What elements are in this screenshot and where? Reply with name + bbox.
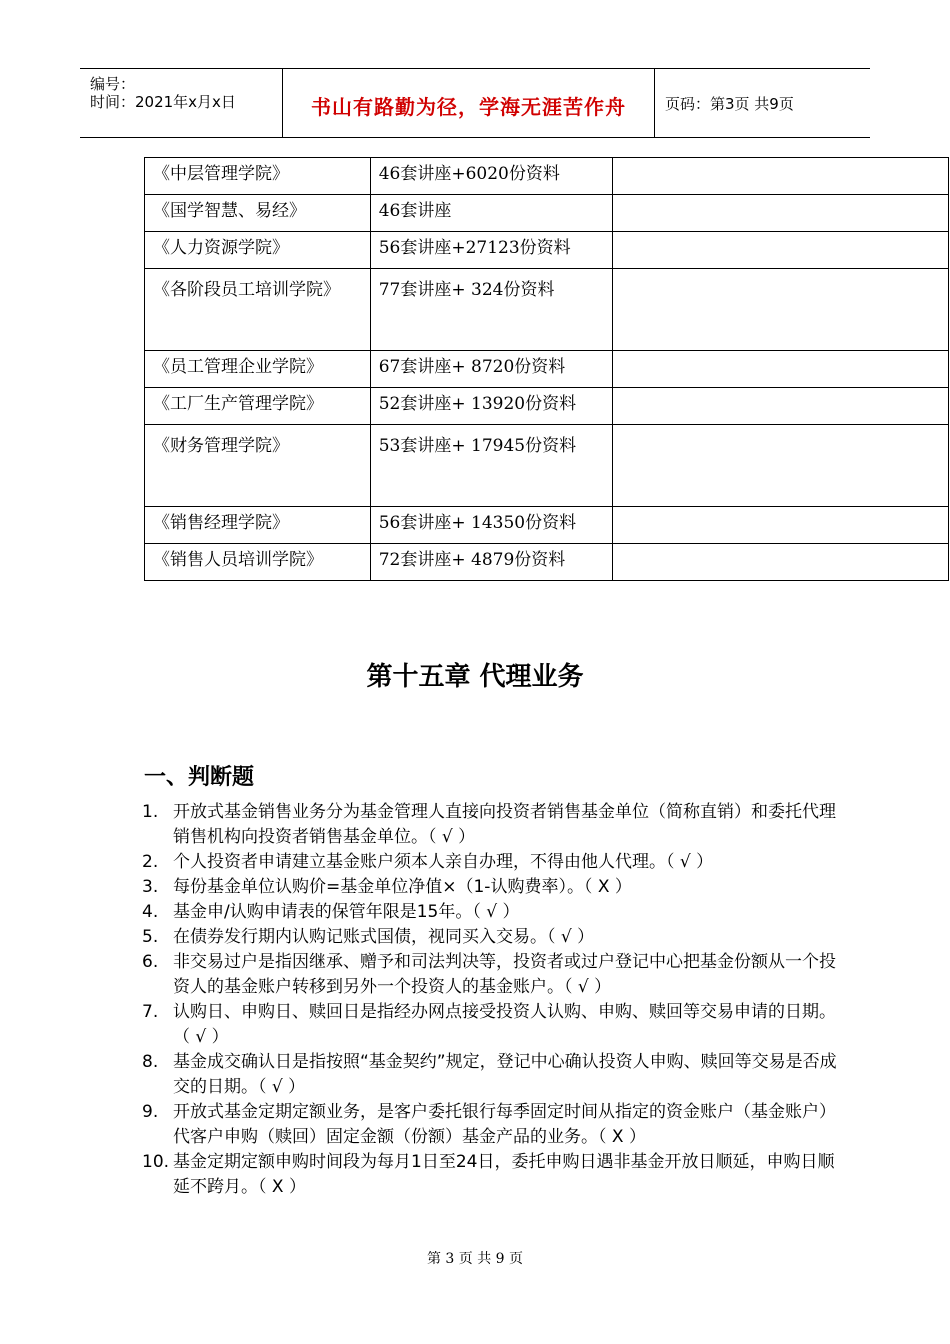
section-title: 一、判断题 — [144, 765, 255, 790]
list-item — [142, 950, 842, 1000]
question-number: 9. — [142, 1102, 159, 1122]
question-number: 8. — [142, 1052, 159, 1072]
table-cell-name: 《财务管理学院》 — [145, 425, 371, 507]
table-cell-content: 67套讲座+ 8720份资料 — [370, 351, 613, 388]
table-row — [145, 507, 949, 544]
table-row — [145, 195, 949, 232]
question-text: 基金成交确认日是指按照“基金契约”规定，登记中心确认投资人申购、赎回等交易是否成交的日期。（ √ ） — [173, 1052, 837, 1097]
table-row — [145, 232, 949, 269]
table-row — [145, 269, 949, 351]
header-page-cell — [655, 69, 870, 137]
question-number: 4. — [142, 902, 159, 922]
question-text: 开放式基金定期定额业务，是客户委托银行每季固定时间从指定的资金账户（基金账户）代客户申购（赎回）固定金额（份额）基金产品的业务。（ X ） — [173, 1102, 836, 1147]
question-text: 每份基金单位认购价=基金单位净值×（1-认购费率）。（ X ） — [173, 877, 632, 897]
question-number: 3. — [142, 877, 159, 897]
list-item — [142, 900, 842, 925]
question-number: 10. — [142, 1152, 170, 1172]
question-number: 5. — [142, 927, 159, 947]
question-text: 基金定期定额申购时间段为每月1日至24日，委托申购日遇非基金开放日顺延，申购日顺延不跨月。（ X ） — [173, 1152, 835, 1197]
table-cell-name: 《销售经理学院》 — [145, 507, 371, 544]
table-cell-note — [613, 544, 949, 581]
header-meta-cell — [80, 69, 283, 137]
date-label: 时间：2021年x月x日 — [90, 93, 236, 111]
table-cell-note — [613, 195, 949, 232]
list-item — [142, 925, 842, 950]
table-cell-content: 46套讲座 — [370, 195, 613, 232]
question-text: 非交易过户是指因继承、赠予和司法判决等，投资者或过户登记中心把基金份额从一个投资人的基金账户转移到另外一个投资人的基金账户。（ √ ） — [173, 952, 836, 997]
question-number: 6. — [142, 952, 159, 972]
page-footer: 第 3 页 共 9 页 — [426, 1251, 524, 1267]
table-row — [145, 544, 949, 581]
list-item — [142, 800, 842, 850]
table-cell-name: 《中层管理学院》 — [145, 158, 371, 195]
question-text: 认购日、申购日、赎回日是指经办网点接受投资人认购、申购、赎回等交易申请的日期。（ √ ） — [173, 1002, 836, 1047]
table-cell-note — [613, 388, 949, 425]
table-row — [145, 351, 949, 388]
table-cell-name: 《员工管理企业学院》 — [145, 351, 371, 388]
question-text: 开放式基金销售业务分为基金管理人直接向投资者销售基金单位（简称直销）和委托代理销售机构向投资者销售基金单位。（ √ ） — [173, 802, 836, 847]
table-cell-note — [613, 351, 949, 388]
table-cell-name: 《国学智慧、易经》 — [145, 195, 371, 232]
motto: 书山有路勤为径，学海无涯苦作舟 — [311, 95, 626, 119]
question-text: 基金申/认购申请表的保管年限是15年。（ √ ） — [173, 902, 520, 922]
list-item — [142, 1100, 842, 1150]
table-cell-note — [613, 158, 949, 195]
table-cell-content: 56套讲座+27123份资料 — [370, 232, 613, 269]
table-cell-name: 《销售人员培训学院》 — [145, 544, 371, 581]
table-cell-content: 56套讲座+ 14350份资料 — [370, 507, 613, 544]
list-item — [142, 1050, 842, 1100]
chapter-title: 第十五章 代理业务 — [366, 662, 584, 692]
question-list — [142, 800, 842, 1200]
table-row — [145, 425, 949, 507]
list-item — [142, 1000, 842, 1050]
table-cell-name: 《人力资源学院》 — [145, 232, 371, 269]
table-row — [145, 158, 949, 195]
list-item — [142, 1150, 842, 1200]
table-cell-note — [613, 269, 949, 351]
table-cell-name: 《各阶段员工培训学院》 — [145, 269, 371, 351]
table-cell-content: 72套讲座+ 4879份资料 — [370, 544, 613, 581]
question-number: 7. — [142, 1002, 159, 1022]
table-cell-note — [613, 425, 949, 507]
code-label: 编号： — [90, 75, 136, 93]
list-item — [142, 850, 842, 875]
table-cell-content: 46套讲座+6020份资料 — [370, 158, 613, 195]
question-number: 1. — [142, 802, 159, 822]
table-cell-content: 53套讲座+ 17945份资料 — [370, 425, 613, 507]
page-info: 页码：第3页 共9页 — [665, 95, 794, 113]
page-header — [80, 68, 870, 138]
table-row — [145, 388, 949, 425]
list-item — [142, 875, 842, 900]
resource-table — [144, 157, 949, 581]
question-text: 个人投资者申请建立基金账户须本人亲自办理，不得由他人代理。（ √ ） — [173, 852, 714, 872]
question-number: 2. — [142, 852, 159, 872]
table-cell-note — [613, 232, 949, 269]
table-cell-name: 《工厂生产管理学院》 — [145, 388, 371, 425]
table-cell-note — [613, 507, 949, 544]
question-text: 在债券发行期内认购记账式国债，视同买入交易。（ √ ） — [173, 927, 595, 947]
table-cell-content: 52套讲座+ 13920份资料 — [370, 388, 613, 425]
header-motto-cell — [283, 69, 655, 137]
table-cell-content: 77套讲座+ 324份资料 — [370, 269, 613, 351]
